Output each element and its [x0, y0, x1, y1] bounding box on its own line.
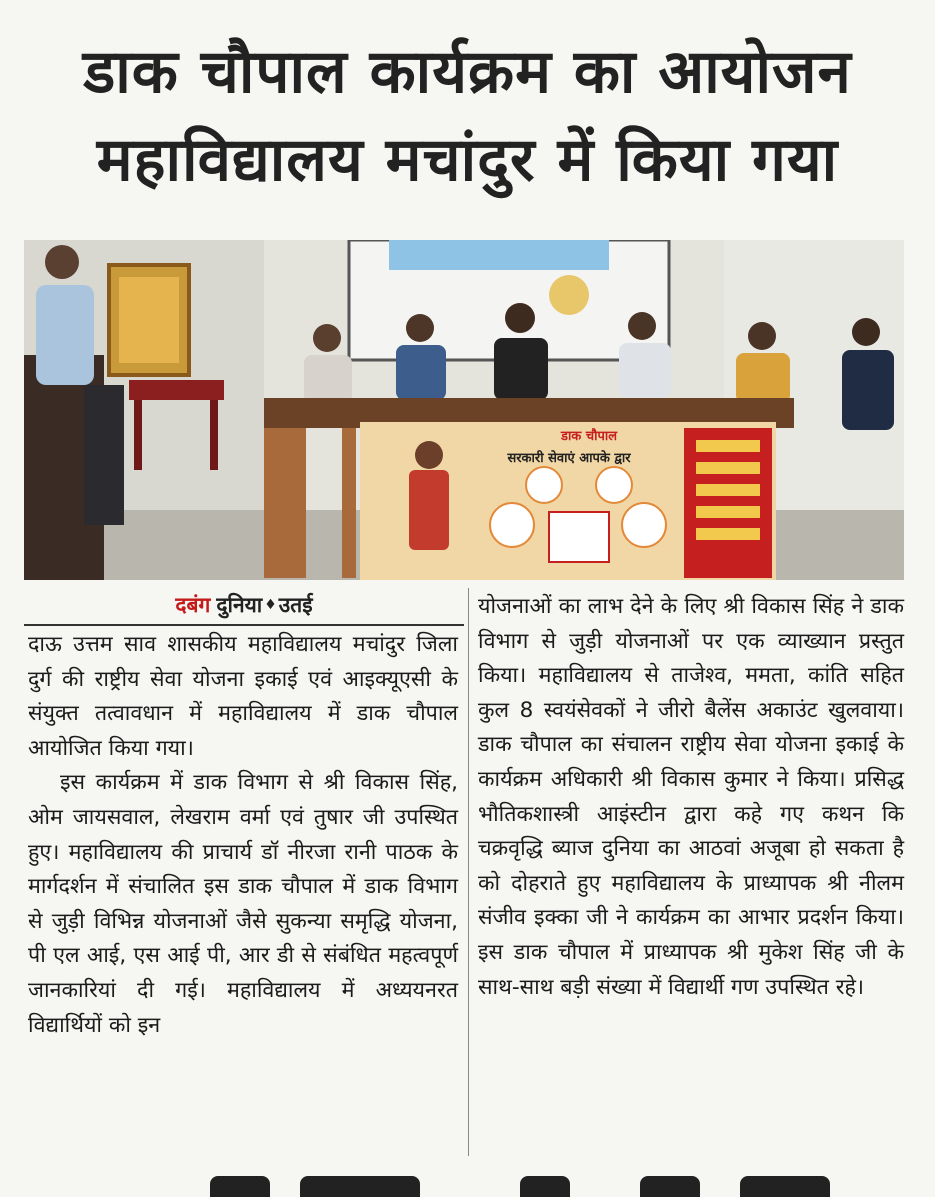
banner-title: डाक चौपाल	[560, 429, 618, 444]
article-paragraph: योजनाओं का लाभ देने के लिए श्री विकास सिंह ने डाक विभाग से जुड़ी योजनाओं पर एक व्याख्यान प्रस्तुत किया। महाविद्यालय से ताजेश्व, ममता, कांति सहित कुल 8 स्वयंसेवकों ने जीरो बैलेंस अकाउंट खुलवाया। डाक चौपाल का संचालन राष्ट्रीय सेवा योजना इकाई के कार्यक्रम अधिकारी श्री विकास कुमार ने किया। प्रसिद्ध भौतिकशास्त्री आइंस्टीन द्वारा कहे गए कथन कि चक्रवृद्धि ब्याज दुनिया का आठवां अजूबा हो सकता है को दोहराते हुए महाविद्यालय के प्राध्यापक श्री नीलम संजीव इक्का जी ने कार्यक्रम का आभार प्रदर्शन किया। इस डाक चौपाल में प्राध्यापक श्री मुकेश सिंह जी के साथ-साथ बड़ी संख्या में विद्यार्थी गण उपस्थित रहे।	[478, 594, 904, 1000]
article-paragraph: दाऊ उत्तम साव शासकीय महाविद्यालय मचांदुर जिला दुर्ग की राष्ट्रीय सेवा योजना इकाई एवं आइक्यूएसी के संयुक्त तत्वावधान में महाविद्यालय में डाक चौपाल आयोजित किया गया।	[28, 632, 458, 761]
headline-line-2: महाविद्यालय मचांदुर में किया गया	[96, 125, 839, 195]
byline-rule	[24, 624, 464, 626]
article-column-left	[28, 628, 458, 1043]
article-column-right	[478, 590, 904, 1005]
article-paragraph: इस कार्यक्रम में डाक विभाग से श्री विकास सिंह, ओम जायसवाल, लेखराम वर्मा एवं तुषार जी उपस्थित हुए। महाविद्यालय की प्राचार्य डॉ नीरजा रानी पाठक के मार्गदर्शन में संचालित इस डाक चौपाल में डाक विभाग से जुड़ी विभिन्न योजनाओं जैसे सुकन्या समृद्धि योजना, पी एल आई, एस आई पी, आर डी से संबंधित महत्वपूर्ण जानकारियां दी गई। महाविद्यालय में अध्ययनरत विद्यार्थियों को इन	[28, 770, 458, 1038]
flame-icon: ♦	[264, 597, 277, 613]
byline	[24, 588, 464, 622]
headline-line-1: डाक चौपाल कार्यक्रम का आयोजन	[83, 37, 852, 107]
event-photo	[24, 240, 904, 580]
next-headline-cropped	[0, 1176, 935, 1197]
event-photo-illustration	[24, 240, 904, 580]
headline	[0, 28, 935, 204]
byline-location: उतई	[278, 593, 313, 617]
byline-publication-1: दबंग	[175, 593, 211, 617]
byline-publication-2: दुनिया	[216, 593, 263, 617]
banner-subtitle: सरकारी सेवाएं आपके द्वार	[507, 451, 631, 466]
column-divider	[468, 588, 469, 1156]
